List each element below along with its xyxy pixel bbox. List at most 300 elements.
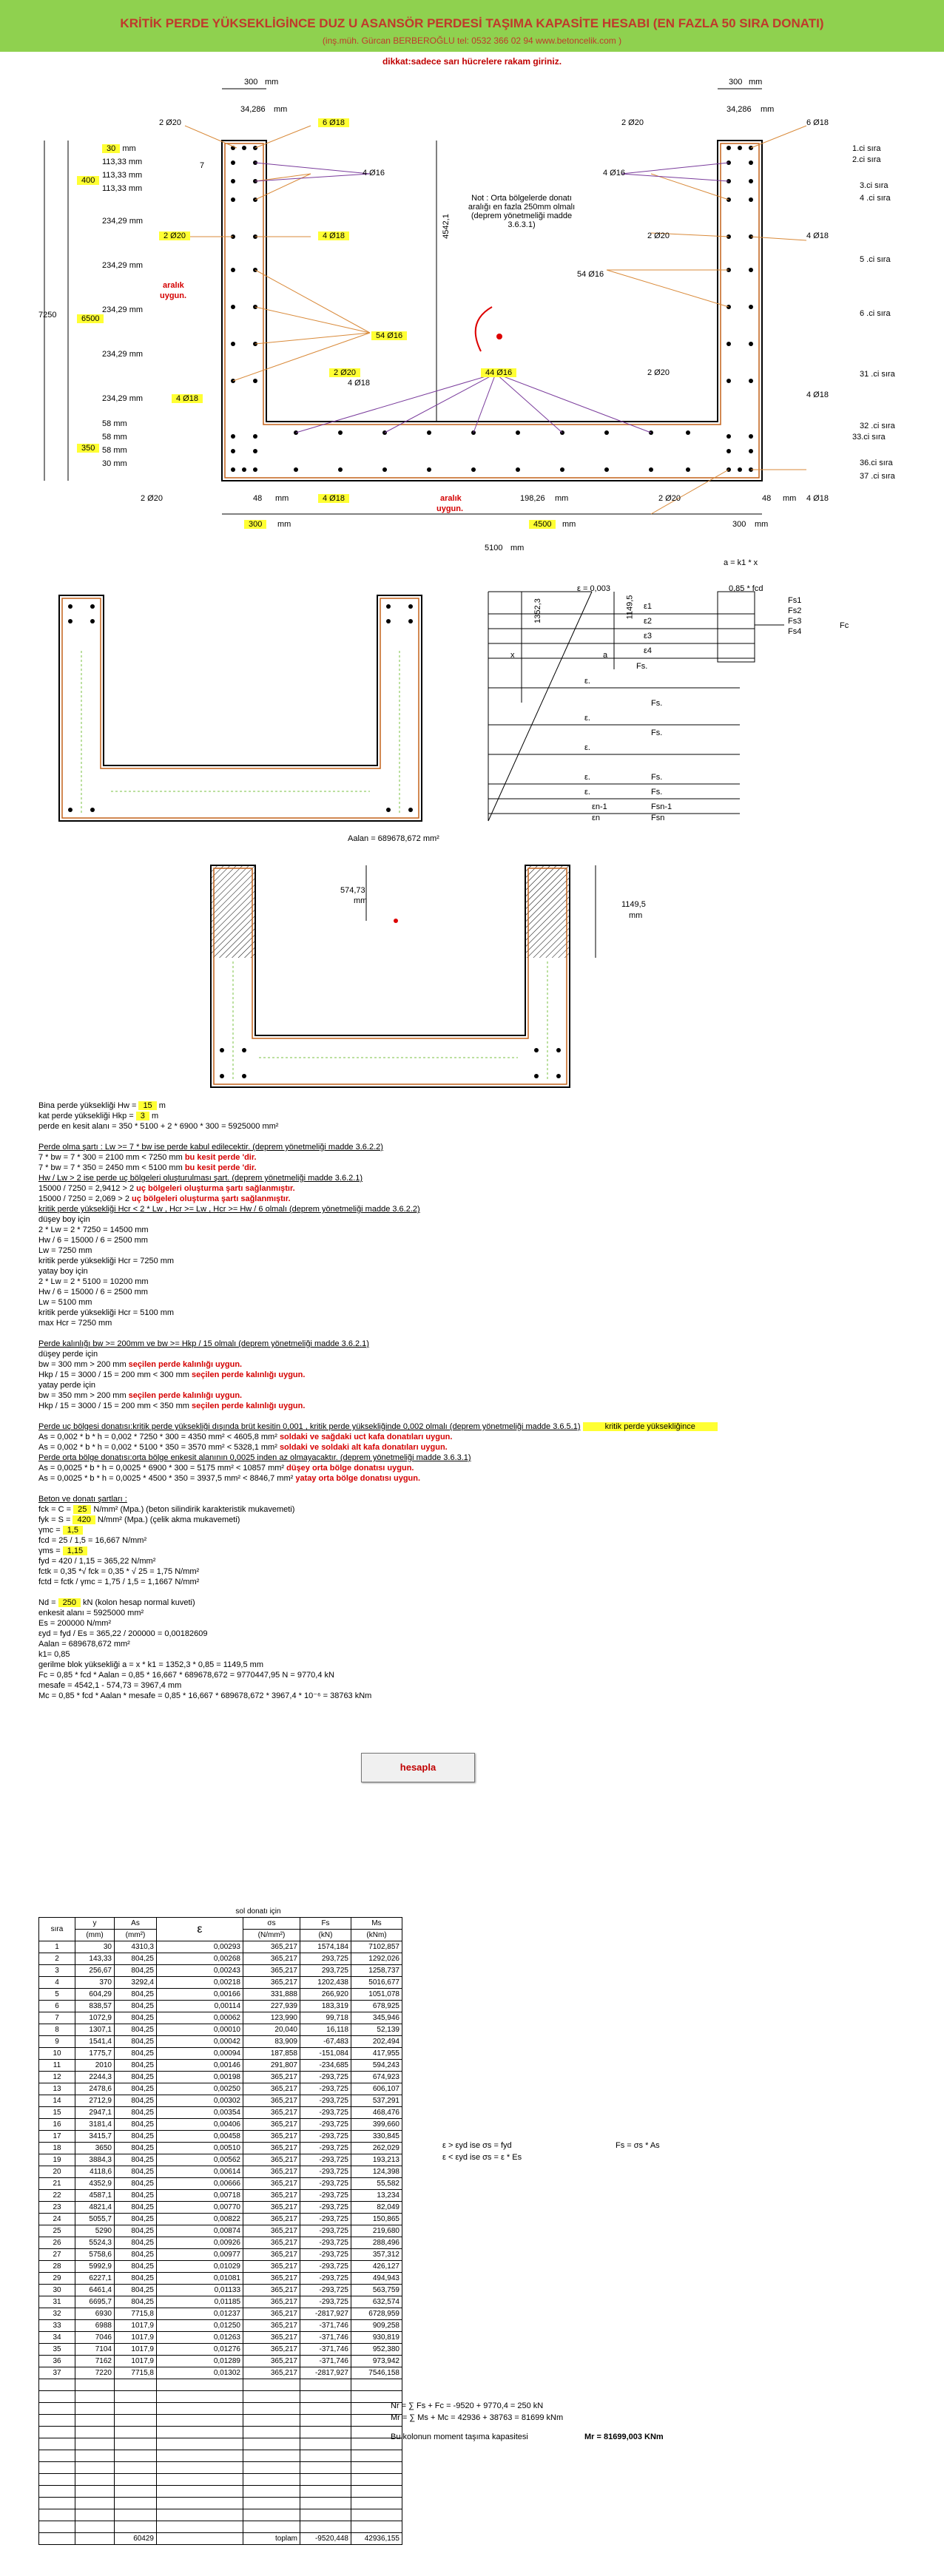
table-cell: 20 xyxy=(39,2166,75,2178)
table-cell xyxy=(115,2403,157,2415)
table-cell: 193,213 xyxy=(351,2154,402,2166)
table-cell xyxy=(75,2521,115,2533)
table-cell xyxy=(115,2509,157,2521)
table-cell: 8 xyxy=(39,2024,75,2036)
table-row xyxy=(39,2261,402,2273)
table-cell xyxy=(243,2403,300,2415)
dim-value: 58 xyxy=(102,419,112,428)
table-cell: 20,040 xyxy=(243,2024,300,2036)
material-heading: Beton ve donatı şartları : xyxy=(38,1495,127,1504)
table-cell xyxy=(243,2474,300,2486)
table-cell: 7715,8 xyxy=(115,2308,157,2320)
table-cell: 0,00268 xyxy=(157,1953,243,1965)
table-cell: 0,00614 xyxy=(157,2166,243,2178)
table-cell xyxy=(157,2403,243,2415)
table-cell: 5 xyxy=(39,1989,75,2001)
table-row xyxy=(39,2119,402,2131)
fyk-input[interactable]: 420 xyxy=(73,1515,95,1524)
strain-label: ε4 xyxy=(644,646,653,655)
force-label: Fs1 xyxy=(788,596,802,605)
table-row-empty xyxy=(39,2486,402,2498)
dim-unit: mm xyxy=(354,896,368,905)
table-cell: 804,25 xyxy=(115,2225,157,2237)
dim-300-bottom[interactable]: 300 xyxy=(244,520,266,529)
table-cell: -151,084 xyxy=(300,2048,351,2060)
dim-350[interactable]: 350 xyxy=(77,444,99,453)
strain-label: ε2 xyxy=(644,617,653,626)
spacer xyxy=(38,1132,718,1142)
storey-height-label: kat perde yüksekliği Hkp = xyxy=(38,1112,134,1120)
row-label: 33.ci sıra xyxy=(852,433,886,442)
calc-text: γms = xyxy=(38,1546,61,1555)
table-cell xyxy=(300,2379,351,2391)
table-cell: 0,00094 xyxy=(157,2048,243,2060)
calc-text: 15000 / 7250 = 2,9412 > 2 xyxy=(38,1184,135,1193)
dim-value: 234,29 xyxy=(102,350,127,359)
dim-5100: 5100 xyxy=(485,544,503,552)
row-label: 5 .ci sıra xyxy=(860,255,891,264)
building-height-input[interactable]: 15 xyxy=(138,1101,156,1110)
thickness-heading: Perde kalınlığı bw >= 200mm ve bw >= Hkp / 15 olmalı (deprem yönetmeliği madde 3.6.2.1) xyxy=(38,1339,369,1348)
force-label: Fs. xyxy=(651,699,663,708)
table-cell xyxy=(75,2403,115,2415)
table-cell: 0,00354 xyxy=(157,2107,243,2119)
table-cell: 11 xyxy=(39,2060,75,2072)
table-cell: 262,029 xyxy=(351,2143,402,2154)
table-cell: 804,25 xyxy=(115,2296,157,2308)
table-cell xyxy=(39,2438,75,2450)
calc-text: fcd = 25 / 1,5 = 16,667 N/mm² xyxy=(38,1536,147,1545)
table-cell: 1017,9 xyxy=(115,2344,157,2356)
table-row xyxy=(39,2202,402,2214)
table-cell xyxy=(300,2391,351,2403)
table-cell: -293,725 xyxy=(300,2154,351,2166)
bar-label[interactable]: 54 Ø16 xyxy=(371,331,407,340)
table-total-row xyxy=(39,2533,402,2545)
row-label: 37 .ci sıra xyxy=(860,472,895,481)
dim-30-top[interactable]: 30 xyxy=(102,144,120,153)
table-cell xyxy=(115,2391,157,2403)
table-cell: 0,01133 xyxy=(157,2285,243,2296)
table-cell xyxy=(243,2450,300,2462)
table-cell: -293,725 xyxy=(300,2083,351,2095)
force-rule: Fs = σs * As xyxy=(616,2141,660,2150)
table-cell: 9 xyxy=(39,2036,75,2048)
table-cell: 2478,6 xyxy=(75,2083,115,2095)
header-y: y xyxy=(75,1918,115,1930)
table-cell: 365,217 xyxy=(243,2214,300,2225)
table-cell xyxy=(351,2462,402,2474)
calc-text: mesafe = 4542,1 - 574,73 = 3967,4 mm xyxy=(38,1681,182,1690)
depth-x: 1352,3 xyxy=(533,598,542,623)
critical-height-selector[interactable]: kritik perde yüksekliğince xyxy=(583,1422,718,1431)
depth-a: 1149,5 xyxy=(625,595,635,620)
table-cell xyxy=(75,2415,115,2427)
table-cell: 1258,737 xyxy=(351,1965,402,1977)
table-cell: 0,00293 xyxy=(157,1941,243,1953)
dim-6500[interactable]: 6500 xyxy=(77,314,104,323)
table-cell xyxy=(39,2450,75,2462)
table-cell: 4118,6 xyxy=(75,2166,115,2178)
table-cell xyxy=(351,2450,402,2462)
section-area-line: perde en kesit alanı = 350 * 5100 + 2 * 6900 * 300 = 5925000 mm² xyxy=(38,1122,279,1131)
table-row xyxy=(39,1989,402,2001)
table-cell: 804,25 xyxy=(115,2178,157,2190)
calc-text: bw = 350 mm > 200 mm xyxy=(38,1391,127,1400)
dim-unit: mm xyxy=(510,544,525,552)
table-cell: 0,00562 xyxy=(157,2154,243,2166)
table-cell: 0,00770 xyxy=(157,2202,243,2214)
table-cell: 12 xyxy=(39,2072,75,2083)
table-cell xyxy=(243,2391,300,2403)
bar-label[interactable]: 44 Ø16 xyxy=(481,368,516,377)
table-cell: 365,217 xyxy=(243,2072,300,2083)
table-cell: 804,25 xyxy=(115,2202,157,2214)
table-cell: 365,217 xyxy=(243,2107,300,2119)
table-cell: 804,25 xyxy=(115,2166,157,2178)
dim-top-right-unit: mm xyxy=(749,78,763,87)
unit: m xyxy=(151,1112,159,1120)
dim-value: 58 xyxy=(102,433,112,442)
table-cell: 804,25 xyxy=(115,2012,157,2024)
row-label: 3.ci sıra xyxy=(860,181,889,190)
table-row xyxy=(39,2001,402,2012)
table-cell xyxy=(351,2521,402,2533)
table-cell: 0,00666 xyxy=(157,2178,243,2190)
table-cell: 2 xyxy=(39,1953,75,1965)
gamma-mc-input[interactable]: 1,5 xyxy=(63,1526,83,1535)
calc-text: 7 * bw = 7 * 300 = 2100 mm < 7250 mm xyxy=(38,1153,183,1162)
table-cell: 0,01250 xyxy=(157,2320,243,2332)
bar-label[interactable]: 4 Ø18 xyxy=(318,494,349,503)
strain-diagram xyxy=(0,577,944,828)
table-cell: 1202,438 xyxy=(300,1977,351,1989)
calc-text: kritik perde yüksekliği Hcr = 7250 mm xyxy=(38,1257,175,1265)
block-depth-formula: a = k1 * x xyxy=(724,558,758,567)
table-cell xyxy=(115,2521,157,2533)
table-cell: 32 xyxy=(39,2308,75,2320)
row-label: 32 .ci sıra xyxy=(860,422,895,430)
spacer xyxy=(38,1587,718,1598)
table-cell xyxy=(115,2379,157,2391)
table-cell: 1051,078 xyxy=(351,1989,402,2001)
axial-check: Nr = ∑ Fs + Fc = -9520 + 9770,4 = 250 kN xyxy=(391,2401,544,2410)
dim-unit: mm xyxy=(129,217,144,226)
bar-label-right: 4 Ø18 xyxy=(806,494,829,503)
table-cell: 15 xyxy=(39,2107,75,2119)
calc-text: N/mm² (Mpa.) (çelik akma mukavemeti) xyxy=(97,1515,240,1524)
table-cell: 674,923 xyxy=(351,2072,402,2083)
table-cell: 33 xyxy=(39,2320,75,2332)
strain-label: ε. xyxy=(584,788,590,797)
table-cell: 30 xyxy=(75,1941,115,1953)
dim-unit: mm xyxy=(755,520,769,529)
table-cell: 804,25 xyxy=(115,2072,157,2083)
table-cell: 632,574 xyxy=(351,2296,402,2308)
table-cell xyxy=(75,2462,115,2474)
table-row xyxy=(39,2273,402,2285)
bar-label: 2 Ø20 xyxy=(141,494,163,503)
calc-text: yatay perde için xyxy=(38,1381,96,1390)
table-cell: 3181,4 xyxy=(75,2119,115,2131)
table-cell xyxy=(39,2474,75,2486)
table-cell: 3884,3 xyxy=(75,2154,115,2166)
table-cell: 804,25 xyxy=(115,2237,157,2249)
table-row xyxy=(39,2225,402,2237)
table-cell: -293,725 xyxy=(300,2143,351,2154)
bar-label-right: 4 Ø18 xyxy=(806,391,829,399)
calc-text: gerilme blok yüksekliği a = x * k1 = 1352,3 * 0,85 = 1149,5 mm xyxy=(38,1660,263,1669)
table-cell: 0,00146 xyxy=(157,2060,243,2072)
table-cell: 804,25 xyxy=(115,2060,157,2072)
calc-text: γmc = xyxy=(38,1526,61,1535)
table-cell: 202,494 xyxy=(351,2036,402,2048)
table-cell xyxy=(157,2509,243,2521)
row-label: 4 .ci sıra xyxy=(860,194,891,203)
result-text: soldaki ve soldaki alt kafa donatıları uygun. xyxy=(279,1443,448,1452)
table-row xyxy=(39,2190,402,2202)
table-cell: 0,00250 xyxy=(157,2083,243,2095)
unit-stress: (N/mm²) xyxy=(243,1930,300,1941)
table-row xyxy=(39,1941,402,1953)
result-text: bu kesit perde 'dir. xyxy=(184,1163,257,1172)
table-cell: 7715,8 xyxy=(115,2367,157,2379)
table-cell: 365,217 xyxy=(243,1953,300,1965)
table-cell: 21 xyxy=(39,2178,75,2190)
table-cell: 909,258 xyxy=(351,2320,402,2332)
calculate-button[interactable]: hesapla xyxy=(361,1753,475,1782)
table-cell: 0,00718 xyxy=(157,2190,243,2202)
force-label: Fs4 xyxy=(788,627,802,636)
table-cell xyxy=(39,2379,75,2391)
fck-input[interactable]: 25 xyxy=(73,1505,91,1514)
table-cell xyxy=(300,2521,351,2533)
result-text: bu kesit perde 'dir. xyxy=(184,1153,257,1162)
calc-text: 2 * Lw = 2 * 7250 = 14500 mm xyxy=(38,1226,149,1234)
table-cell: -293,725 xyxy=(300,2095,351,2107)
dim-unit: mm xyxy=(129,394,144,403)
table-cell: 0,00166 xyxy=(157,1989,243,2001)
dim-4542: 4542,1 xyxy=(441,214,451,239)
force-labels xyxy=(788,595,801,637)
table-cell: 0,01289 xyxy=(157,2356,243,2367)
dim-value: 234,29 xyxy=(102,394,127,403)
dim-value: 234,29 xyxy=(102,261,127,270)
table-cell xyxy=(115,2486,157,2498)
bar-label[interactable]: 4 Ø18 xyxy=(172,394,203,403)
table-cell: 1 xyxy=(39,1941,75,1953)
table-cell: 399,660 xyxy=(351,2119,402,2131)
table-cell: -371,746 xyxy=(300,2344,351,2356)
table-cell xyxy=(157,2474,243,2486)
dim-4500[interactable]: 4500 xyxy=(529,520,556,529)
calc-text: fyd = 420 / 1,15 = 365,22 N/mm² xyxy=(38,1557,156,1566)
table-cell: 6930 xyxy=(75,2308,115,2320)
table-cell: 365,217 xyxy=(243,2320,300,2332)
table-cell: 6695,7 xyxy=(75,2296,115,2308)
calc-text: 7 * bw = 7 * 350 = 2450 mm < 5100 mm xyxy=(38,1163,183,1172)
table-cell: 2244,3 xyxy=(75,2072,115,2083)
calc-text: 15000 / 7250 = 2,069 > 2 xyxy=(38,1194,129,1203)
table-cell xyxy=(300,2509,351,2521)
table-cell: -371,746 xyxy=(300,2332,351,2344)
bar-label-right: 54 Ø16 xyxy=(577,270,604,279)
bar-label-right: 2 Ø20 xyxy=(647,231,670,240)
table-cell: 13 xyxy=(39,2083,75,2095)
table-cell: 804,25 xyxy=(115,2273,157,2285)
table-cell: 804,25 xyxy=(115,1989,157,2001)
table-cell: 494,943 xyxy=(351,2273,402,2285)
table-cell xyxy=(243,2379,300,2391)
table-cell: 804,25 xyxy=(115,2048,157,2060)
dim-unit: mm xyxy=(128,158,143,166)
table-cell: 365,217 xyxy=(243,2083,300,2095)
table-cell xyxy=(300,2403,351,2415)
table-row xyxy=(39,2296,402,2308)
table-cell xyxy=(75,2391,115,2403)
table-cell xyxy=(300,2486,351,2498)
table-cell: 30 xyxy=(39,2285,75,2296)
spacing-note: Not : Orta bölgelerde donatı aralığı en fazla 250mm olmalı (deprem yönetmeliği madde 3.6.3.1) xyxy=(468,194,576,229)
input-notice: dikkat:sadece sarı hücrelere rakam giriniz. xyxy=(382,56,562,67)
table-row xyxy=(39,2344,402,2356)
calc-text: 2 * Lw = 2 * 5100 = 10200 mm xyxy=(38,1277,149,1286)
table-row xyxy=(39,2356,402,2367)
moment-check: Mr = ∑ Ms + Mc = 42936 + 38763 = 81699 kNm xyxy=(391,2413,564,2422)
table-cell: 35 xyxy=(39,2344,75,2356)
table-cell xyxy=(300,2450,351,2462)
table-row xyxy=(39,2308,402,2320)
boundary-heading: Hw / Lw > 2 ise perde uç bölgeleri oluşturulması şart. (deprem yönetmeliği madde 3.6.2.1) xyxy=(38,1174,363,1183)
max-strain: ε = 0,003 xyxy=(577,584,610,593)
bar-label[interactable]: 6 Ø18 xyxy=(318,118,349,127)
table-cell: 293,725 xyxy=(300,1965,351,1977)
table-cell: 345,946 xyxy=(351,2012,402,2024)
table-cell: 23 xyxy=(39,2202,75,2214)
bar-label[interactable]: 2 Ø20 xyxy=(329,368,360,377)
table-cell: 36 xyxy=(39,2356,75,2367)
dim-top-left-unit: mm xyxy=(265,78,279,87)
table-cell: 4352,9 xyxy=(75,2178,115,2190)
row-label: 36.ci sıra xyxy=(860,459,893,467)
table-cell: 29 xyxy=(39,2273,75,2285)
table-cell: -293,725 xyxy=(300,2166,351,2178)
table-cell xyxy=(157,2438,243,2450)
table-cell: 930,819 xyxy=(351,2332,402,2344)
table-cell: 5290 xyxy=(75,2225,115,2237)
table-cell xyxy=(115,2427,157,2438)
table-cell xyxy=(75,2498,115,2509)
boundary-rebar-heading: Perde uç bölgesi donatısı:kritik perde yüksekliği dışında brüt kesitin 0,001 , kritik perde yüksekliğinde 0,002 olmalı (deprem yönetmeliği madde 3.6.5.1) xyxy=(38,1422,581,1431)
table-cell xyxy=(39,2427,75,2438)
table-cell: 330,845 xyxy=(351,2131,402,2143)
spacer xyxy=(38,1328,718,1339)
table-cell xyxy=(243,2509,300,2521)
table-cell xyxy=(39,2521,75,2533)
table-cell: 99,718 xyxy=(300,2012,351,2024)
calc-text: fctd = fctk / γmc = 1,75 / 1,5 = 1,1667 N/mm² xyxy=(38,1578,200,1586)
table-title: sol donatı için xyxy=(235,1907,281,1916)
table-cell: 0,01185 xyxy=(157,2296,243,2308)
compression-area-label: Aalan = 689678,672 mm² xyxy=(348,834,439,843)
table-row xyxy=(39,2107,402,2119)
unit-as: (mm²) xyxy=(115,1930,157,1941)
table-cell xyxy=(157,2391,243,2403)
table-cell xyxy=(157,2462,243,2474)
table-cell xyxy=(115,2474,157,2486)
total-cell: toplam xyxy=(243,2533,300,2545)
header-strain: ε xyxy=(157,1918,243,1941)
result-text: seçilen perde kalınlığı uygun. xyxy=(128,1391,243,1400)
table-cell xyxy=(115,2438,157,2450)
table-cell: 804,25 xyxy=(115,2214,157,2225)
table-cell: 365,217 xyxy=(243,1977,300,1989)
table-row xyxy=(39,2285,402,2296)
table-row-empty xyxy=(39,2474,402,2486)
table-cell: 365,217 xyxy=(243,2119,300,2131)
table-cell: 2010 xyxy=(75,2060,115,2072)
table-cell: 0,00458 xyxy=(157,2131,243,2143)
table-cell xyxy=(75,2379,115,2391)
table-cell: 365,217 xyxy=(243,2285,300,2296)
table-cell: -293,725 xyxy=(300,2273,351,2285)
table-cell xyxy=(39,2498,75,2509)
strain-label: ε. xyxy=(584,714,590,723)
table-cell: -293,725 xyxy=(300,2107,351,2119)
table-cell: 0,00062 xyxy=(157,2012,243,2024)
table-cell: 804,25 xyxy=(115,1953,157,1965)
page-subtitle: (inş.müh. Gürcan BERBEROĞLU tel: 0532 366 02 94 www.betoncelik.com ) xyxy=(322,36,622,46)
critical-height-heading: kritik perde yüksekliği Hcr < 2 * Lw , Hcr >= Lw , Hcr >= Hw / 6 olmalı (deprem yönetmeliği madde 3.6.2.2) xyxy=(38,1205,420,1214)
table-row xyxy=(39,2036,402,2048)
table-cell xyxy=(157,2379,243,2391)
storey-height-input[interactable]: 3 xyxy=(136,1112,149,1120)
table-cell xyxy=(115,2498,157,2509)
table-cell xyxy=(39,2509,75,2521)
axial-load-input[interactable]: 250 xyxy=(58,1598,81,1607)
dim-400[interactable]: 400 xyxy=(77,176,99,185)
table-cell: 288,496 xyxy=(351,2237,402,2249)
table-cell: 365,217 xyxy=(243,2367,300,2379)
table-cell: 2712,9 xyxy=(75,2095,115,2107)
middle-rebar-heading: Perde orta bölge donatısı:orta bölge enkesit alanının 0,0025 inden az olmayacaktır. (deprem yönetmeliği madde 3.6.3.1) xyxy=(38,1453,471,1462)
spacing-ok-value-2: uygun. xyxy=(436,504,464,513)
bar-label[interactable]: 4 Ø18 xyxy=(318,231,349,240)
table-row-empty xyxy=(39,2379,402,2391)
dim-48-right: 48 xyxy=(762,494,772,503)
table-cell xyxy=(243,2415,300,2427)
table-cell: 365,217 xyxy=(243,2131,300,2143)
bar-label[interactable]: 2 Ø20 xyxy=(159,231,190,240)
table-cell: -371,746 xyxy=(300,2356,351,2367)
calc-text: fck = C = xyxy=(38,1505,72,1514)
dim-value: 234,29 xyxy=(102,305,127,314)
table-cell: 10 xyxy=(39,2048,75,2060)
table-cell: 365,217 xyxy=(243,2332,300,2344)
table-cell: 426,127 xyxy=(351,2261,402,2273)
spacer xyxy=(38,1411,718,1421)
table-cell: 973,942 xyxy=(351,2356,402,2367)
bar-label-right: 4 Ø16 xyxy=(603,169,625,178)
gamma-ms-input[interactable]: 1,15 xyxy=(63,1546,87,1555)
table-cell: 7162 xyxy=(75,2356,115,2367)
table-cell xyxy=(75,2474,115,2486)
table-cell: 0,01029 xyxy=(157,2261,243,2273)
rebar-table-wrap xyxy=(38,1906,402,2545)
calc-text: As = 0,0025 * b * h = 0,0025 * 4500 * 350 = 3937,5 mm² < 8846,7 mm² xyxy=(38,1474,294,1483)
table-cell xyxy=(243,2486,300,2498)
strain-label: ε. xyxy=(584,677,590,686)
